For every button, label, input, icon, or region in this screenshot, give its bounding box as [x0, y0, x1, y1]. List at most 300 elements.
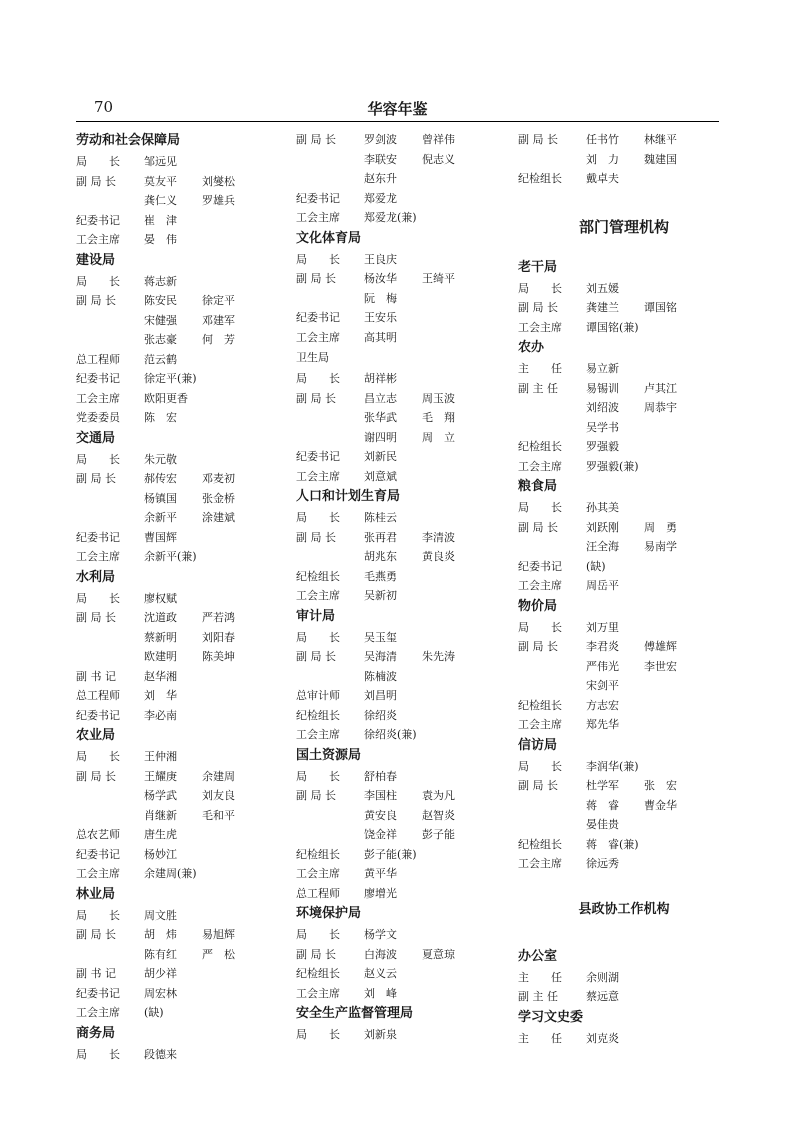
position-title: 局 长	[296, 769, 340, 783]
section-heading: 环境保护局	[296, 906, 362, 921]
person-name: 张志豪	[144, 333, 177, 346]
personnel-row	[76, 1003, 288, 1023]
position-title: 副 局 长	[296, 133, 336, 146]
personnel-row	[76, 767, 288, 787]
personnel-row	[296, 269, 508, 289]
person-name: 张再君	[364, 530, 397, 544]
position-title: 纪委书记	[76, 708, 120, 722]
person-names	[144, 864, 202, 884]
section-heading: 信访局	[518, 737, 558, 753]
position-title: 副 局 长	[296, 530, 336, 544]
person-names	[364, 667, 422, 687]
position-title: 纪检组长	[296, 569, 340, 583]
personnel-row	[76, 964, 288, 984]
person-name: 邓建军	[202, 313, 235, 327]
position-title: 局 长	[518, 620, 562, 634]
person-names	[144, 964, 202, 984]
position-title: 局 长	[76, 908, 120, 922]
personnel-row	[518, 457, 730, 477]
person-name: 杜学军	[586, 779, 619, 792]
personnel-row	[76, 589, 288, 609]
personnel-row	[296, 308, 508, 328]
position-title: 纪检组长	[518, 172, 562, 185]
section-heading: 人口和计划生育局	[296, 489, 401, 504]
person-name: 周宏林	[144, 986, 177, 1000]
person-name: 廖权赋	[144, 591, 177, 605]
person-name: 毛 翔	[422, 411, 455, 424]
personnel-row	[518, 498, 730, 518]
personnel-row	[518, 279, 730, 299]
position-title: 纪检组长	[518, 698, 562, 712]
person-name: 蒋 睿	[586, 798, 619, 812]
personnel-row	[76, 906, 288, 926]
personnel-row	[296, 864, 508, 884]
person-name: 汪全海	[586, 540, 619, 553]
person-names	[586, 637, 702, 657]
person-name: 刘克炎	[586, 1031, 619, 1045]
person-name: 傅雄辉	[644, 640, 677, 653]
personnel-row	[76, 647, 288, 667]
position-title: 局 长	[76, 452, 120, 466]
person-names	[586, 987, 644, 1007]
personnel-row	[518, 637, 730, 657]
person-name: 易南学	[644, 540, 677, 553]
person-name: 刘燮松	[202, 174, 235, 188]
personnel-row	[76, 191, 288, 211]
person-name: 昌立志	[364, 391, 397, 405]
person-names	[586, 518, 702, 538]
person-names	[364, 447, 422, 467]
person-names	[144, 172, 260, 192]
position-title: 纪委书记	[296, 191, 340, 205]
category-heading: 县政协工作机构	[578, 901, 670, 917]
person-name: 倪志义	[422, 152, 455, 166]
person-name: 莫友平	[144, 174, 177, 188]
person-names	[144, 350, 202, 370]
position-title: 总工程师	[76, 689, 120, 702]
person-names	[586, 130, 702, 150]
position-title: 副 局 长	[518, 779, 558, 792]
person-name: 张华武	[364, 411, 397, 424]
section-heading: 审计局	[296, 608, 336, 624]
person-name: 沈道政	[144, 611, 177, 624]
person-name: 吴新初	[364, 589, 397, 602]
person-names	[144, 152, 202, 172]
position-title: 副 局 长	[518, 520, 558, 534]
position-title: 局 长	[76, 591, 120, 605]
personnel-row	[296, 467, 508, 487]
person-name: 李世宏	[644, 659, 677, 673]
personnel-row	[518, 318, 730, 338]
person-name: 易立新	[586, 362, 619, 375]
person-name: 刘阳春	[202, 630, 235, 644]
person-names	[144, 272, 202, 292]
personnel-row	[76, 369, 288, 389]
person-name: 蒋志新	[144, 274, 177, 288]
position-title: 工会主席	[296, 589, 340, 602]
position-title: 总农艺师	[76, 828, 120, 841]
person-names	[144, 489, 260, 509]
person-name: (缺)	[586, 559, 606, 573]
personnel-row	[296, 884, 508, 904]
person-name: 朱先涛	[422, 650, 455, 663]
person-names	[144, 686, 202, 706]
personnel-row	[76, 806, 288, 826]
person-name: 刘意斌	[364, 469, 397, 483]
position-title: 纪检组长	[296, 708, 340, 722]
person-name: 廖增光	[364, 886, 397, 900]
personnel-row	[76, 272, 288, 292]
personnel-row	[76, 864, 288, 884]
position-title: 副 局 长	[76, 928, 116, 941]
person-name: 刘万里	[586, 620, 619, 634]
personnel-row	[76, 945, 288, 965]
person-names	[364, 250, 422, 270]
person-names	[364, 208, 422, 228]
person-name: 黄良炎	[422, 550, 455, 563]
section-heading: 学习文史委	[518, 1009, 584, 1025]
personnel-row	[518, 1029, 730, 1049]
position-title: 纪委书记	[518, 559, 562, 573]
person-name: 罗强毅	[586, 440, 619, 453]
person-name: 蔡远意	[586, 990, 619, 1003]
person-name: 陈 宏	[144, 411, 177, 424]
person-name: 吴玉玺	[364, 630, 397, 644]
person-names	[364, 786, 480, 806]
person-name: 曾祥伟	[422, 133, 455, 146]
position-title: 纪委书记	[296, 311, 340, 324]
person-names	[586, 815, 644, 835]
position-title: 副 局 长	[76, 611, 116, 624]
person-names	[364, 725, 422, 745]
position-title: 副 主 任	[518, 381, 558, 395]
person-name: 罗雄兵	[202, 194, 235, 207]
position-title: 总工程师	[296, 886, 340, 900]
person-name: 彭子能	[422, 828, 455, 841]
person-names	[364, 369, 422, 389]
personnel-row	[518, 618, 730, 638]
position-title: 工会主席	[518, 459, 562, 473]
personnel-row	[76, 706, 288, 726]
position-title: 副 局 长	[518, 301, 558, 314]
person-name: 周 立	[422, 430, 455, 444]
personnel-row	[518, 576, 730, 596]
person-names	[144, 706, 202, 726]
personnel-row	[76, 408, 288, 428]
person-names	[586, 379, 702, 399]
person-names	[144, 211, 202, 231]
column-left	[76, 130, 288, 1064]
person-names	[144, 825, 202, 845]
personnel-row	[76, 152, 288, 172]
person-names	[586, 457, 644, 477]
personnel-row	[296, 208, 508, 228]
person-name: 胡祥彬	[364, 372, 397, 385]
position-title: 纪委书记	[76, 847, 120, 861]
person-name: 郑先华	[586, 718, 619, 731]
person-names	[364, 945, 480, 965]
personnel-row	[76, 489, 288, 509]
person-name: 赵义云	[364, 967, 397, 980]
personnel-row	[296, 667, 508, 687]
person-names	[364, 169, 422, 189]
person-name: 黄安良	[364, 808, 397, 822]
person-name: 刘绍波	[586, 401, 619, 414]
personnel-row	[76, 1045, 288, 1065]
position-title: 副 局 长	[76, 294, 116, 307]
personnel-row	[296, 945, 508, 965]
person-name: 宋健强	[144, 313, 177, 327]
person-name: 吴海清	[364, 650, 397, 663]
person-names	[364, 884, 422, 904]
position-title: 工会主席	[296, 211, 340, 224]
position-title: 局 长	[296, 1028, 340, 1041]
person-name: 胡兆东	[364, 550, 397, 563]
person-names	[586, 968, 644, 988]
section-heading: 文化体育局	[296, 230, 362, 246]
personnel-row	[76, 845, 288, 865]
personnel-row	[296, 528, 508, 548]
page-number: 70	[94, 98, 114, 116]
personnel-row	[296, 447, 508, 467]
person-name: 胡 炜	[144, 928, 177, 941]
position-title: 纪委书记	[76, 372, 120, 385]
person-names	[364, 428, 480, 448]
position-title: 工会主席	[518, 579, 562, 592]
person-names	[144, 647, 260, 667]
personnel-row	[76, 747, 288, 767]
person-name: 王仲湘	[144, 750, 177, 763]
section-heading: 水利局	[76, 569, 116, 585]
personnel-row	[296, 428, 508, 448]
personnel-row	[76, 608, 288, 628]
person-name: 谭国铭	[644, 301, 677, 314]
personnel-row	[518, 537, 730, 557]
personnel-row	[518, 359, 730, 379]
person-names	[144, 767, 260, 787]
person-name: 龚仁义	[144, 194, 177, 207]
position-title: 工会主席	[296, 986, 340, 1000]
person-name: 毛燕勇	[364, 569, 397, 583]
personnel-row	[296, 725, 508, 745]
person-name: 欧建明	[144, 650, 177, 663]
person-names	[364, 389, 480, 409]
person-name: 朱元敬	[144, 452, 177, 466]
position-title: 工会主席	[76, 550, 120, 563]
person-name: 刘友良	[202, 789, 235, 802]
position-title: 工会主席	[296, 867, 340, 880]
personnel-row	[518, 757, 730, 777]
spacer	[518, 241, 730, 257]
position-title: 副 局 长	[296, 947, 336, 961]
person-names	[364, 408, 480, 428]
person-name: 刘新泉	[364, 1028, 397, 1041]
position-title: 工会主席	[296, 469, 340, 483]
column-middle	[296, 130, 508, 1045]
header-rule	[76, 121, 719, 122]
section-heading: 物价局	[518, 598, 558, 614]
position-title: 总审计师	[296, 689, 340, 702]
personnel-row	[296, 647, 508, 667]
person-names	[364, 767, 422, 787]
personnel-row	[518, 987, 730, 1007]
person-name: 任书竹	[586, 133, 619, 146]
personnel-row	[296, 369, 508, 389]
personnel-row	[296, 767, 508, 787]
personnel-row	[518, 518, 730, 538]
person-name: 张金桥	[202, 491, 235, 505]
person-name: 王安乐	[364, 311, 397, 324]
person-name: 毛和平	[202, 808, 235, 822]
person-name: 赵东升	[364, 172, 397, 185]
position-title: 党委委员	[76, 411, 120, 424]
person-names	[586, 318, 644, 338]
personnel-row	[518, 398, 730, 418]
person-name: 陈安民	[144, 294, 177, 307]
personnel-row	[296, 845, 508, 865]
position-title: 副 局 长	[76, 769, 116, 783]
section-heading: 粮食局	[518, 479, 558, 494]
person-names	[144, 845, 202, 865]
person-names	[586, 796, 702, 816]
position-title: 工会主席	[76, 391, 120, 405]
personnel-row	[76, 825, 288, 845]
position-title: 副 局 长	[76, 472, 116, 485]
person-name: 孙其美	[586, 501, 619, 514]
person-names	[364, 289, 422, 309]
personnel-row	[296, 1025, 508, 1045]
person-names	[144, 291, 260, 311]
position-title: 纪检组长	[296, 967, 340, 980]
person-name: 徐定平	[202, 294, 235, 307]
position-title: 副 主 任	[518, 990, 558, 1003]
position-title: 工会主席	[518, 857, 562, 870]
person-names	[364, 845, 422, 865]
position-title: 总工程师	[76, 352, 120, 366]
person-name: 唐生虎	[144, 828, 177, 841]
person-name: 徐绍炎(兼)	[364, 728, 417, 741]
personnel-row	[296, 686, 508, 706]
position-title: 副 书 记	[76, 669, 116, 683]
personnel-row	[518, 968, 730, 988]
position-title: 副 局 长	[76, 174, 116, 188]
position-title: 工会主席	[518, 320, 562, 334]
personnel-row	[296, 586, 508, 606]
personnel-row	[518, 676, 730, 696]
position-title: 局 长	[296, 511, 340, 524]
position-title: 局 长	[296, 252, 340, 266]
person-names	[364, 567, 422, 587]
personnel-row	[76, 508, 288, 528]
personnel-row	[76, 984, 288, 1004]
personnel-row	[518, 379, 730, 399]
person-name: 余建周	[202, 769, 235, 783]
person-name: 晏佳贵	[586, 818, 619, 831]
section-heading: 农办	[518, 340, 545, 355]
position-title: 纪检组长	[296, 847, 340, 861]
spacer	[518, 189, 730, 213]
personnel-row	[518, 796, 730, 816]
person-name: 罗强毅(兼)	[586, 459, 639, 473]
person-names	[364, 1025, 422, 1045]
person-name: 余则湖	[586, 970, 619, 984]
person-name: 蒋 睿(兼)	[586, 837, 639, 851]
personnel-row	[296, 389, 508, 409]
personnel-row	[76, 547, 288, 567]
section-heading: 商务局	[76, 1025, 116, 1041]
person-names	[144, 230, 202, 250]
position-title: 局 长	[518, 281, 562, 295]
person-name: 段德来	[144, 1047, 177, 1061]
person-name: 严伟光	[586, 659, 619, 673]
personnel-row	[76, 469, 288, 489]
person-names	[144, 469, 260, 489]
person-name: 严若鸿	[202, 611, 235, 624]
person-name: 范云鹤	[144, 352, 177, 366]
person-name: 杨学文	[364, 928, 397, 941]
position-title: 工会主席	[296, 728, 340, 741]
person-name: 李润华(兼)	[586, 759, 639, 773]
personnel-row	[518, 854, 730, 874]
position-title: 工会主席	[76, 867, 120, 880]
position-title: 副 局 长	[296, 272, 336, 285]
position-title: 主 任	[518, 362, 562, 375]
position-title: 局 长	[296, 372, 340, 385]
personnel-row	[76, 211, 288, 231]
person-names	[586, 576, 644, 596]
person-name: 杨学武	[144, 789, 177, 802]
person-names	[144, 408, 202, 428]
person-name: 曹金华	[644, 798, 677, 812]
personnel-row	[76, 330, 288, 350]
personnel-row	[76, 311, 288, 331]
position-title: 局 长	[76, 274, 120, 288]
person-names	[586, 398, 702, 418]
person-names	[364, 328, 422, 348]
person-names	[144, 589, 202, 609]
person-name: 郑爱龙	[364, 191, 397, 205]
personnel-row	[76, 786, 288, 806]
personnel-row	[296, 964, 508, 984]
section-heading: 林业局	[76, 886, 116, 902]
personnel-row	[296, 825, 508, 845]
person-name: 肖继新	[144, 808, 177, 822]
person-names	[364, 269, 480, 289]
person-names	[586, 150, 702, 170]
person-names	[586, 298, 702, 318]
personnel-row	[296, 786, 508, 806]
person-name: 张 宏	[644, 779, 677, 792]
person-names	[586, 618, 644, 638]
person-name: 谢四明	[364, 430, 397, 444]
person-name: 刘 华	[144, 689, 177, 702]
position-title: 纪委书记	[76, 986, 120, 1000]
position-title: 纪委书记	[296, 450, 340, 463]
personnel-row	[296, 130, 508, 150]
person-name: 方志宏	[586, 698, 619, 712]
person-names	[144, 1003, 202, 1023]
person-name: 杨汝华	[364, 272, 397, 285]
person-name: 刘五媛	[586, 281, 619, 295]
person-name: 晏 伟	[144, 233, 177, 246]
personnel-row	[76, 667, 288, 687]
person-names	[364, 806, 480, 826]
person-names	[364, 706, 422, 726]
person-name: 陈有红	[144, 947, 177, 961]
person-names	[364, 628, 422, 648]
person-name: 刘跃刚	[586, 520, 619, 534]
person-names	[586, 776, 702, 796]
